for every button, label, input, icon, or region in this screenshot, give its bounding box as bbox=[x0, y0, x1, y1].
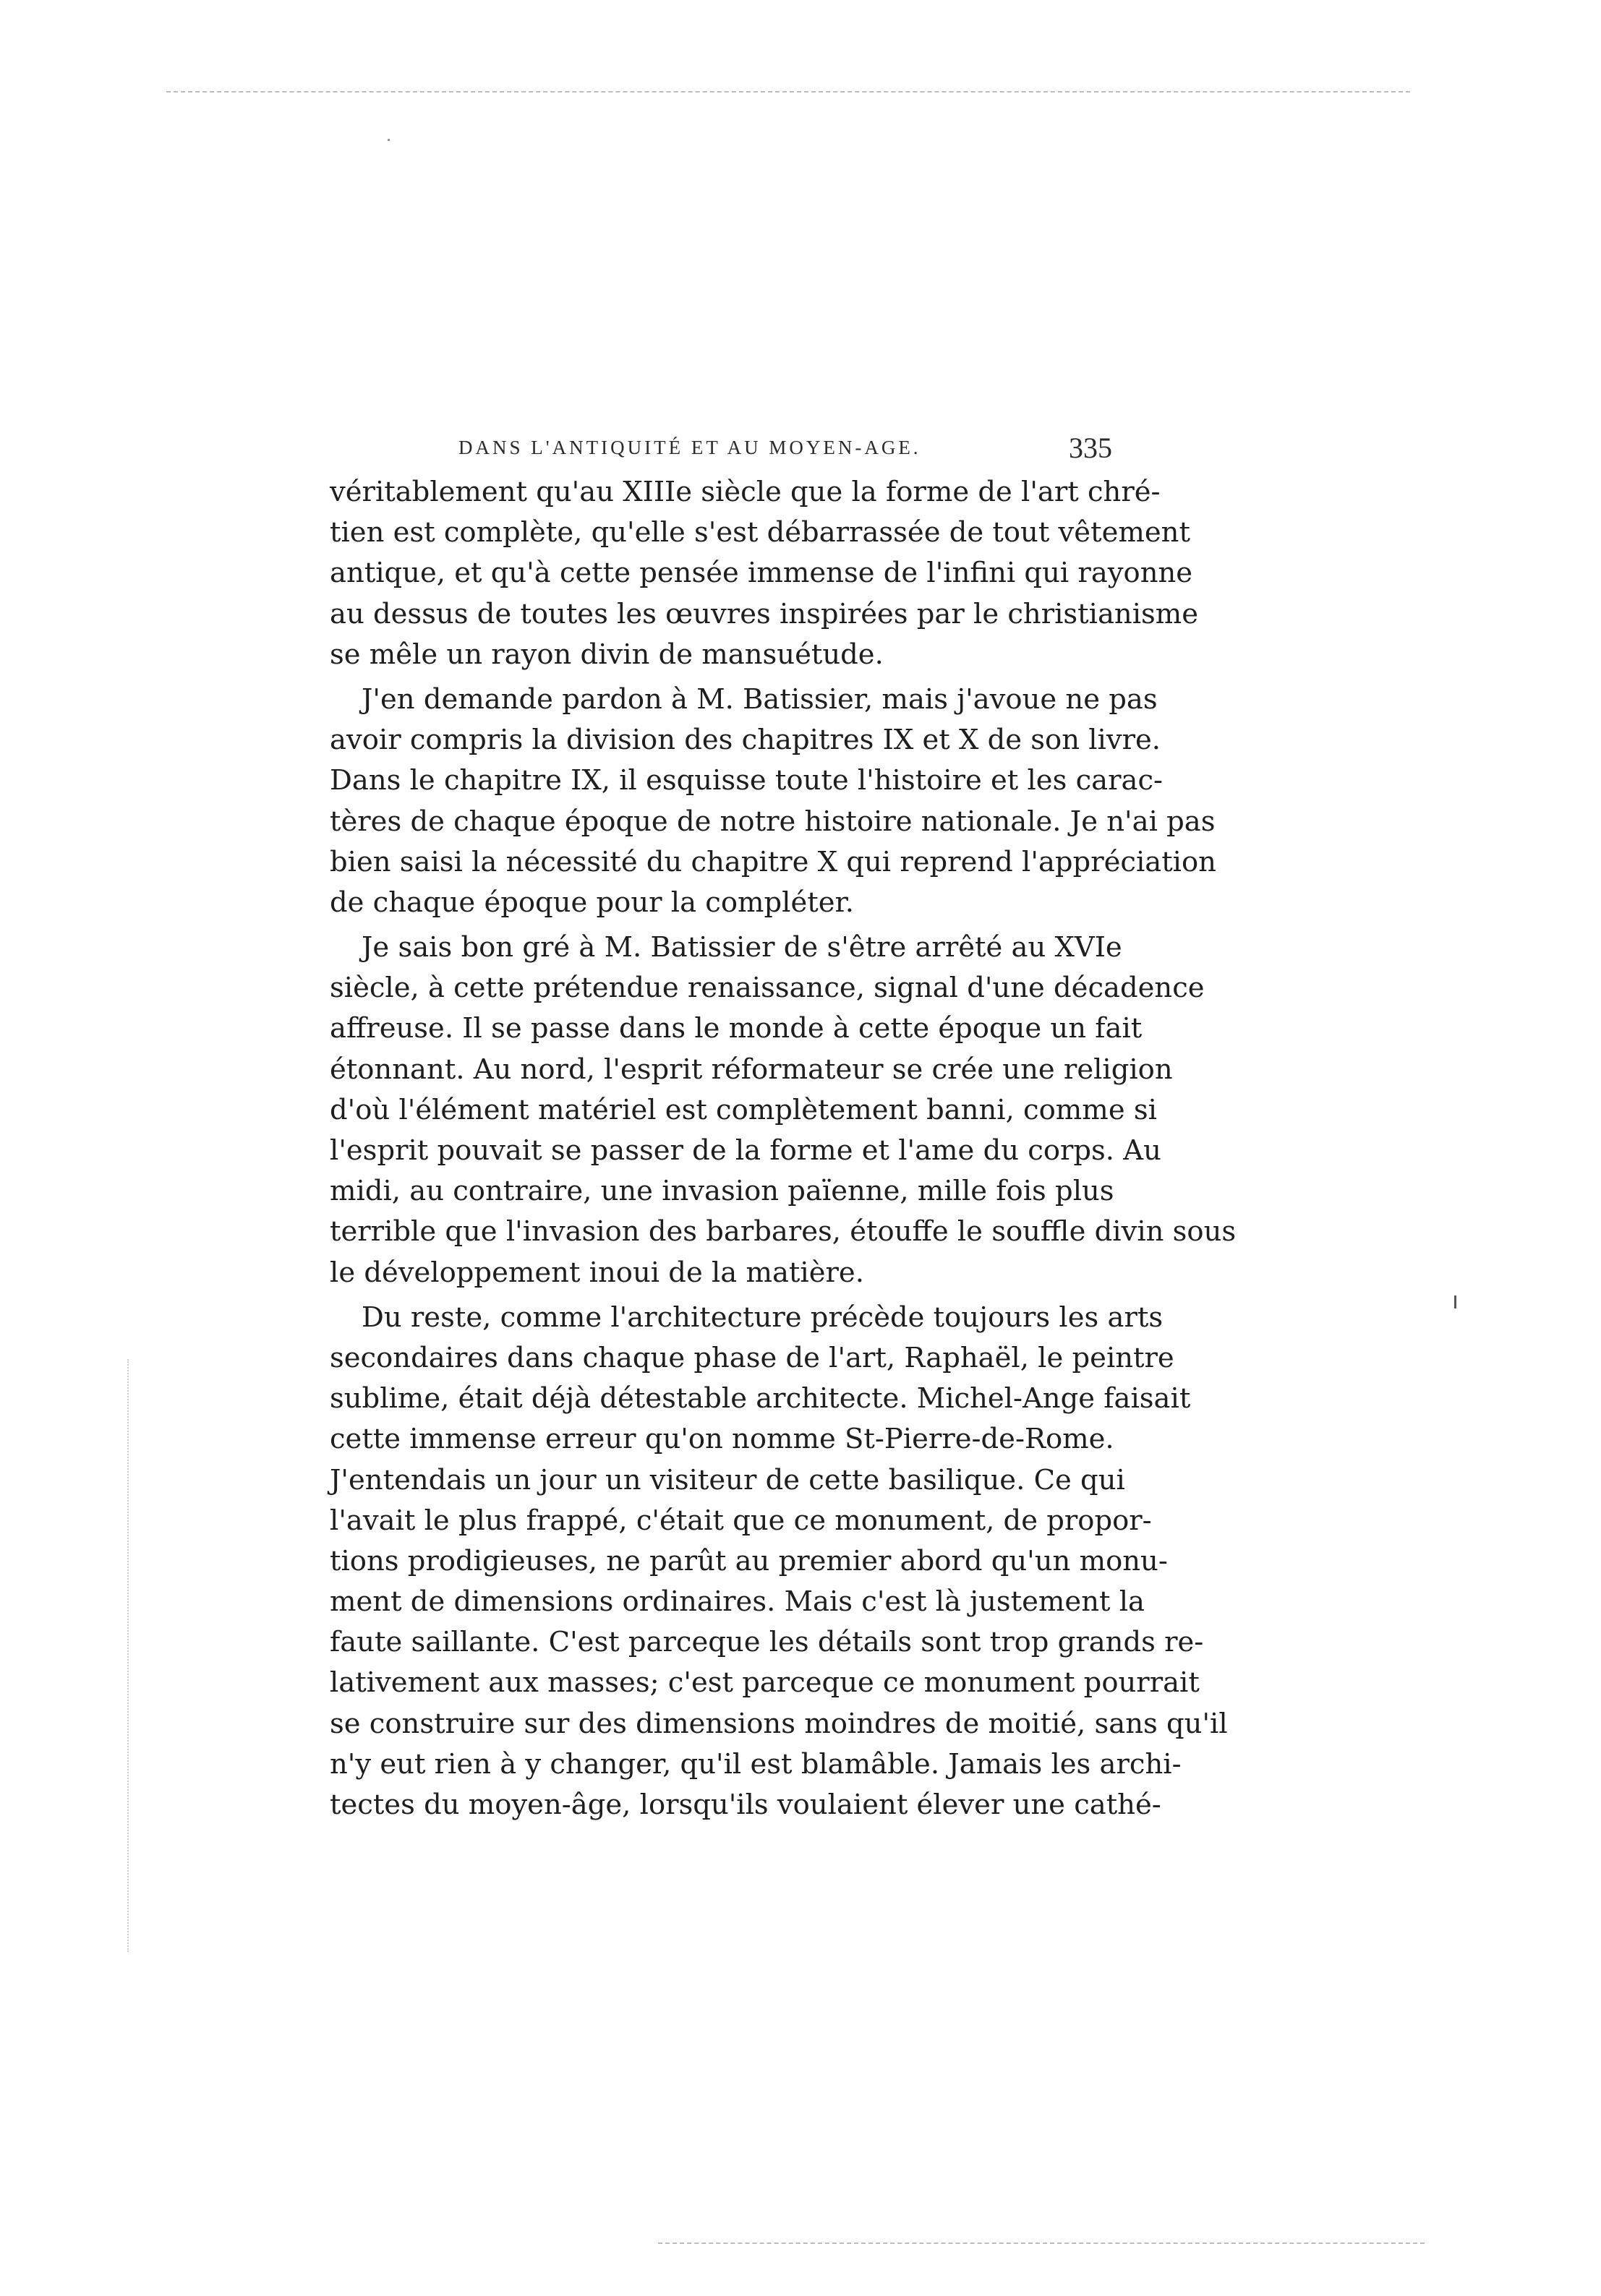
text-line: affreuse. Il se passe dans le monde à cette époque un fait bbox=[330, 1012, 1143, 1045]
text-line: avoir compris la division des chapitres IX et X de son livre. bbox=[330, 724, 1161, 757]
scan-edge-top bbox=[166, 91, 1410, 93]
text-line: tien est complète, qu'elle s'est débarrassée de tout vêtement bbox=[330, 516, 1190, 549]
text-line: sublime, était déjà détestable architecte. Michel-Ange faisait bbox=[330, 1382, 1191, 1415]
page-number: 335 bbox=[1069, 432, 1112, 464]
text-line: J'entendais un jour un visiteur de cette basilique. Ce qui bbox=[330, 1463, 1125, 1496]
text-line: de chaque époque pour la compléter. bbox=[330, 886, 854, 919]
text-line: se mêle un rayon divin de mansuétude. bbox=[330, 638, 884, 671]
text-line: bien saisi la nécessité du chapitre X qui reprend l'appréciation bbox=[330, 845, 1216, 878]
text-line: Je sais bon gré à M. Batissier de s'être arrêté au XVIe bbox=[362, 931, 1122, 964]
text-line: d'où l'élément matériel est complètement banni, comme si bbox=[330, 1093, 1157, 1126]
text-line: ment de dimensions ordinaires. Mais c'est là justement la bbox=[330, 1585, 1145, 1619]
scan-edge-bottom bbox=[658, 2243, 1425, 2244]
ink-speck bbox=[1454, 1295, 1456, 1308]
page-header bbox=[330, 431, 1112, 467]
text-line: siècle, à cette prétendue renaissance, signal d'une décadence bbox=[330, 972, 1205, 1005]
text-line: secondaires dans chaque phase de l'art, Raphaël, le peintre bbox=[330, 1341, 1174, 1374]
text-line: Du reste, comme l'architecture précède toujours les arts bbox=[362, 1301, 1164, 1334]
text-line: tectes du moyen-âge, lorsqu'ils voulaient élever une cathé- bbox=[330, 1789, 1161, 1821]
text-line: lativement aux masses; c'est parceque ce monument pourrait bbox=[330, 1666, 1200, 1700]
text-line: terrible que l'invasion des barbares, étouffe le souffle divin sous bbox=[330, 1215, 1237, 1248]
text-line: Dans le chapitre IX, il esquisse toute l'histoire et les carac- bbox=[330, 764, 1164, 797]
ink-speck bbox=[388, 139, 390, 141]
text-line: tions prodigieuses, ne parût au premier abord qu'un monu- bbox=[330, 1544, 1168, 1577]
paragraph bbox=[330, 928, 1237, 1293]
text-line: n'y eut rien à y changer, qu'il est blamâble. Jamais les archi- bbox=[330, 1747, 1182, 1781]
text-line: l'avait le plus frappé, c'était que ce monument, de propor- bbox=[330, 1504, 1152, 1537]
body-text bbox=[330, 472, 1237, 1825]
text-line: le développement inoui de la matière. bbox=[330, 1256, 864, 1289]
text-line: faute saillante. C'est parceque les détails sont trop grands re- bbox=[330, 1626, 1204, 1659]
text-line: tères de chaque époque de notre histoire nationale. Je n'ai pas bbox=[330, 805, 1216, 838]
scan-edge-left bbox=[127, 1359, 129, 1952]
text-line: étonnant. Au nord, l'esprit réformateur se crée une religion bbox=[330, 1053, 1173, 1086]
paragraph bbox=[330, 1298, 1228, 1825]
text-line: au dessus de toutes les œuvres inspirées par le christianisme bbox=[330, 597, 1199, 630]
paragraph bbox=[330, 680, 1216, 923]
text-line: antique, et qu'à cette pensée immense de l'infini qui rayonne bbox=[330, 557, 1193, 590]
text-line: cette immense erreur qu'on nomme St-Pierre-de-Rome. bbox=[330, 1423, 1114, 1456]
text-line: véritablement qu'au XIIIe siècle que la forme de l'art chré- bbox=[330, 476, 1161, 508]
running-head: DANS L'ANTIQUITÉ ET AU MOYEN-AGE. bbox=[458, 437, 921, 458]
text-line: l'esprit pouvait se passer de la forme et l'ame du corps. Au bbox=[330, 1134, 1161, 1167]
text-line: se construire sur des dimensions moindres de moitié, sans qu'il bbox=[330, 1707, 1228, 1740]
paragraph bbox=[330, 472, 1199, 675]
text-line: midi, au contraire, une invasion païenne, mille fois plus bbox=[330, 1175, 1114, 1208]
text-line: J'en demande pardon à M. Batissier, mais j'avoue ne pas bbox=[362, 682, 1158, 716]
